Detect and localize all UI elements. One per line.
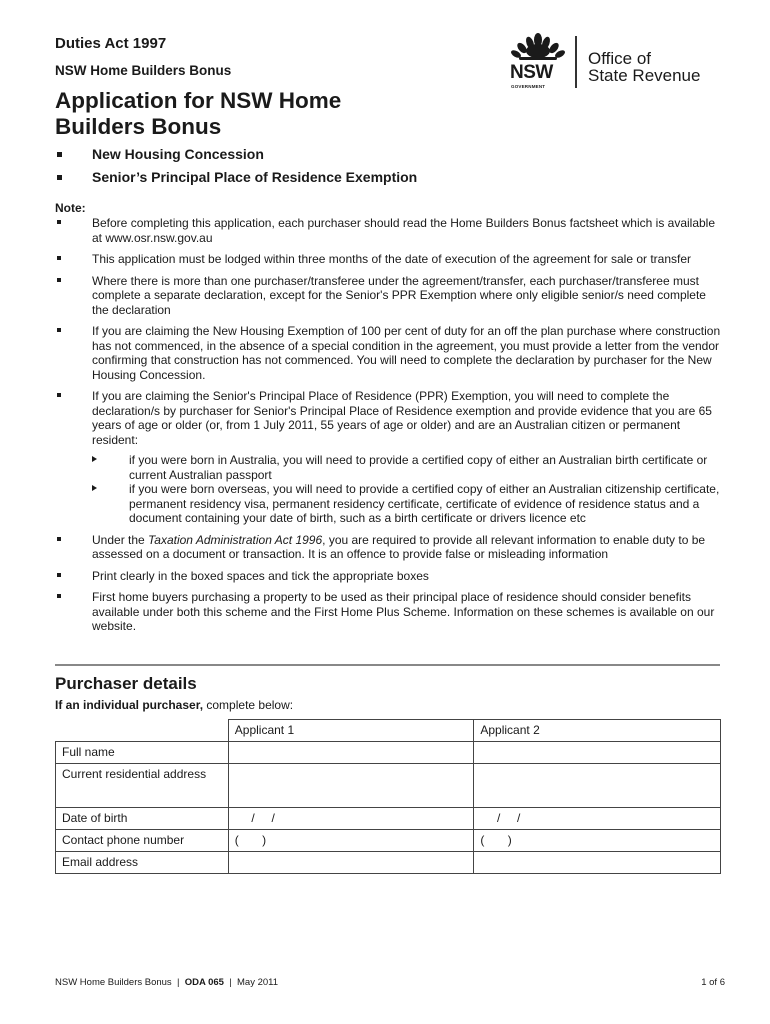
- table-row-address: [56, 764, 721, 808]
- act-name: Duties Act 1997: [55, 35, 167, 52]
- dob-applicant-1-field[interactable]: / /: [228, 808, 474, 830]
- page-title: Application for NSW Home Builders Bonus: [55, 88, 342, 139]
- purchaser-details-heading: Purchaser details: [55, 674, 197, 693]
- full-name-applicant-1-field[interactable]: [228, 742, 474, 764]
- square-bullet-icon: [57, 175, 62, 180]
- square-bullet-icon: [57, 594, 61, 598]
- row-label: Contact phone number: [56, 830, 229, 852]
- note-item: Print clearly in the boxed spaces and tick the appropriate boxes: [55, 569, 725, 584]
- address-applicant-1-field[interactable]: [228, 764, 474, 808]
- table-row-phone: [56, 830, 721, 852]
- row-label: Current residential address: [56, 764, 229, 808]
- nsw-wordmark: NSW: [510, 62, 553, 83]
- row-label: Date of birth: [56, 808, 229, 830]
- nsw-osr-logo: [505, 30, 735, 92]
- type-item: New Housing Concession: [55, 146, 755, 169]
- section-divider: [55, 664, 720, 666]
- row-label: Full name: [56, 742, 229, 764]
- square-bullet-icon: [57, 152, 62, 157]
- header-applicant-2: Applicant 2: [474, 720, 721, 742]
- email-applicant-1-field[interactable]: [228, 852, 474, 874]
- purchaser-instruction: If an individual purchaser, complete below:: [55, 698, 294, 712]
- square-bullet-icon: [57, 328, 61, 332]
- program-name: NSW Home Builders Bonus: [55, 63, 232, 78]
- notes-list: [55, 216, 725, 641]
- footer-doc-info: NSW Home Builders Bonus | ODA 065 | May 2011: [55, 977, 279, 988]
- purchaser-details-table: [55, 719, 721, 874]
- note-item: Under the Taxation Administration Act 1996, you are required to provide all relevant information to enable duty to be assessed on a document or transaction. It is an offence to provide false or misleading information: [55, 533, 725, 562]
- row-label: Email address: [56, 852, 229, 874]
- office-of-state-revenue-wordmark: Office of State Revenue: [588, 49, 701, 85]
- note-item: If you are claiming the New Housing Exemption of 100 per cent of duty for an off the plan purchase where construction has not commenced, in the absence of a special condition in the agreement, you must provide a letter from the vendor confirming that construction has not commenced. You will need to complete the declaration by purchaser for the New Housing Concession.: [55, 324, 725, 382]
- triangle-bullet-icon: [92, 456, 97, 462]
- note-subitem: if you were born in Australia, you will need to provide a certified copy of either an Australian birth certificate or current Australian passport: [55, 453, 725, 482]
- note-item: Where there is more than one purchaser/transferee under the agreement/transfer, each purchaser/transferee must complete a separate declaration, except for the Senior's PPR Exemption where only eligible senior/s need complete the declaration: [55, 274, 725, 318]
- dob-applicant-2-field[interactable]: / /: [474, 808, 721, 830]
- note-item: First home buyers purchasing a property to be used as their principal place of residence should consider benefits available under both this scheme and the First Home Plus Scheme. Information on these schemes is available on our website.: [55, 590, 725, 634]
- header-applicant-1: Applicant 1: [228, 720, 474, 742]
- phone-applicant-1-field[interactable]: ( ): [228, 830, 474, 852]
- square-bullet-icon: [57, 220, 61, 224]
- square-bullet-icon: [57, 393, 61, 397]
- address-applicant-2-field[interactable]: [474, 764, 721, 808]
- square-bullet-icon: [57, 537, 61, 541]
- logo-divider: [575, 36, 577, 88]
- type-item: Senior’s Principal Place of Residence Exemption: [55, 169, 755, 192]
- act-reference: Taxation Administration Act 1996: [148, 532, 323, 547]
- note-label: Note:: [55, 201, 86, 215]
- note-subitem: if you were born overseas, you will need to provide a certified copy of either an Australian citizenship certificate, permanent residency visa, permanent residency certificate, certificate of evidence of residence status and a document containing your date of birth, such as a birth certificate or drivers licence etc: [55, 482, 725, 526]
- square-bullet-icon: [57, 278, 61, 282]
- full-name-applicant-2-field[interactable]: [474, 742, 721, 764]
- phone-applicant-2-field[interactable]: ( ): [474, 830, 721, 852]
- note-item: This application must be lodged within three months of the date of execution of the agreement for sale or transfer: [55, 252, 725, 267]
- page-number: 1 of 6: [701, 977, 725, 988]
- header-blank: [56, 720, 229, 742]
- table-row-dob: [56, 808, 721, 830]
- table-row-email: [56, 852, 721, 874]
- square-bullet-icon: [57, 573, 61, 577]
- square-bullet-icon: [57, 256, 61, 260]
- table-header-row: [56, 720, 721, 742]
- government-wordmark: GOVERNMENT: [511, 84, 546, 89]
- note-item: Before completing this application, each purchaser should read the Home Builders Bonus factsheet which is available at www.osr.nsw.gov.au: [55, 216, 725, 245]
- table-row-full-name: [56, 742, 721, 764]
- triangle-bullet-icon: [92, 485, 97, 491]
- note-item-ppr: If you are claiming the Senior's Principal Place of Residence (PPR) Exemption, you will need to complete the declaration/s by purchaser for Senior's Principal Place of Residence exemption and provide evidence that you are 65 years of age or older (or, from 1 July 2011, 55 years of age or older) and are an Australian citizen or permanent resident:: [55, 389, 725, 447]
- application-types: [55, 146, 755, 192]
- email-applicant-2-field[interactable]: [474, 852, 721, 874]
